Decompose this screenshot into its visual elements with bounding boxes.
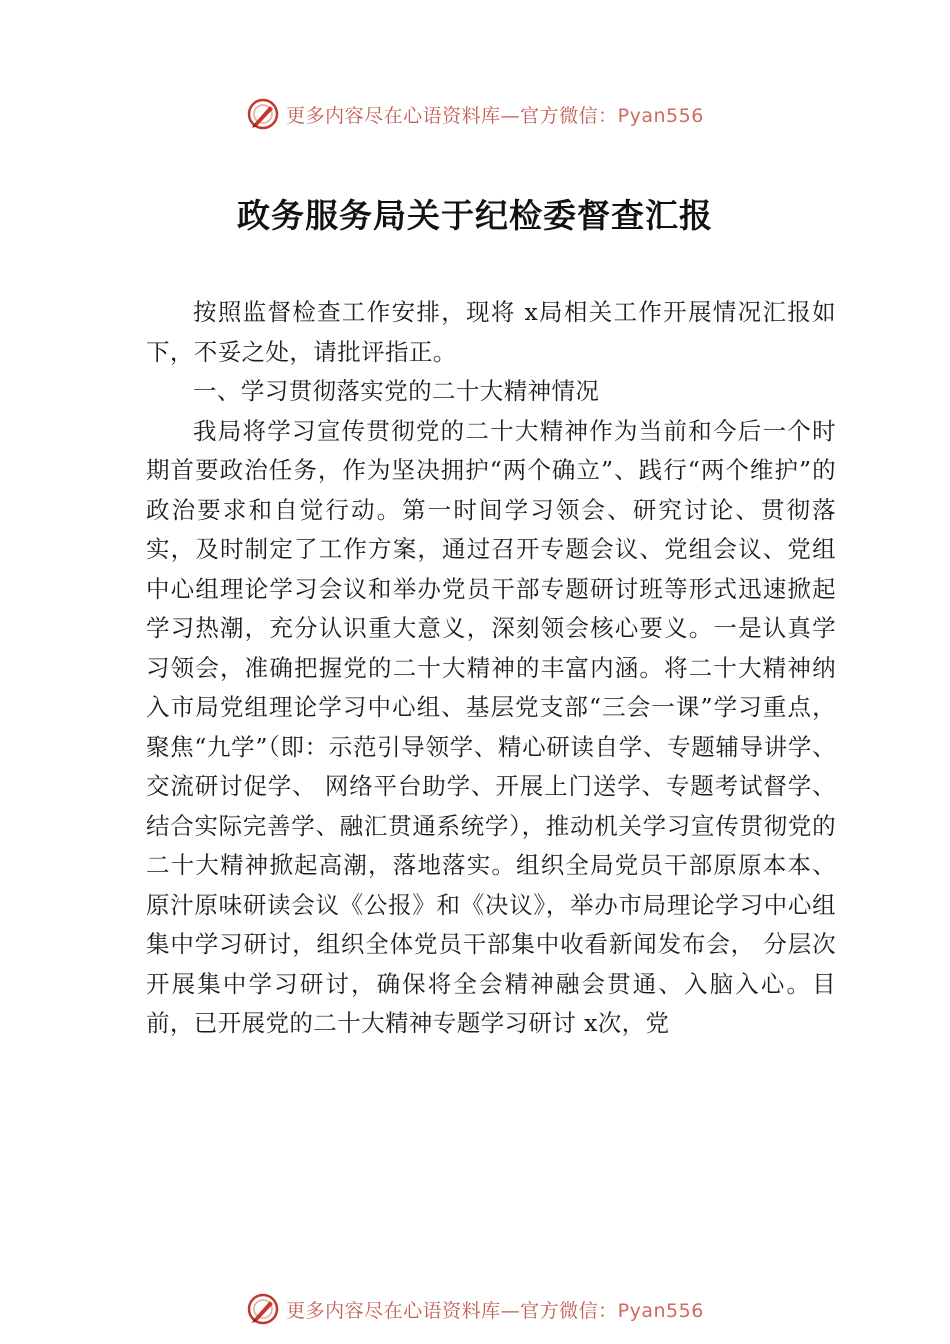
pen-logo-icon [246, 97, 280, 131]
pen-logo-icon [246, 1292, 280, 1326]
footer-banner [0, 1289, 950, 1329]
header-banner [0, 94, 950, 134]
intro-paragraph: 按照监督检查工作安排，现将 x局相关工作开展情况汇报如下，不妥之处，请批评指正。 [146, 298, 836, 366]
document-title: 政务服务局关于纪检委督查汇报 [237, 196, 713, 235]
section-heading-1: 一、学习贯彻落实党的二十大精神情况 [193, 377, 600, 405]
footer-wechat-id: Pyan556 [617, 1299, 704, 1322]
section-1-paragraph: 我局将学习宣传贯彻党的二十大精神作为当前和今后一个时期首要政治任务，作为坚决拥护“两个确立”、践行“两个维护”的政治要求和自觉行动。第一时间学习领会、研究讨论、贯彻落实，及时制定了工作方案，通过召开专题会议、党组会议、党组中心组理论学习会议和举办党员干部专题研讨班等形式迅速掀起学习热潮，充分认识重大意义，深刻领会核心要义。一是认真学习领会，准确把握党的二十大精神的丰富内涵。将二十大精神纳入市局党组理论学习中心组、基层党支部“三会一课”学习重点，聚焦“九学”（即：示范引导领学、精心研读自学、专题辅导讲学、交流研讨促学、 网络平台助学、开展上门送学、专题考试督学、结合实际完善学、融汇贯通系统学），推动机关学习宣传贯彻党的二十大精神掀起高潮，落地落实。组织全局党员干部原原本本、原汁原味研读会议《公报》和《决议》，举办市局理论学习中心组集中学习研讨，组织全体党员干部集中收看新闻发布会， 分层次开展集中学习研讨，确保将全会精神融会贯通、入脑入心。目前，已开展党的二十大精神专题学习研讨 x次，党 [146, 416, 836, 1037]
header-wechat-id: Pyan556 [617, 104, 704, 127]
header-banner-text: 更多内容尽在心语资料库—官方微信：Pyan556 [286, 104, 704, 127]
footer-banner-text: 更多内容尽在心语资料库—官方微信：Pyan556 [286, 1299, 704, 1322]
document-body [146, 293, 836, 1044]
